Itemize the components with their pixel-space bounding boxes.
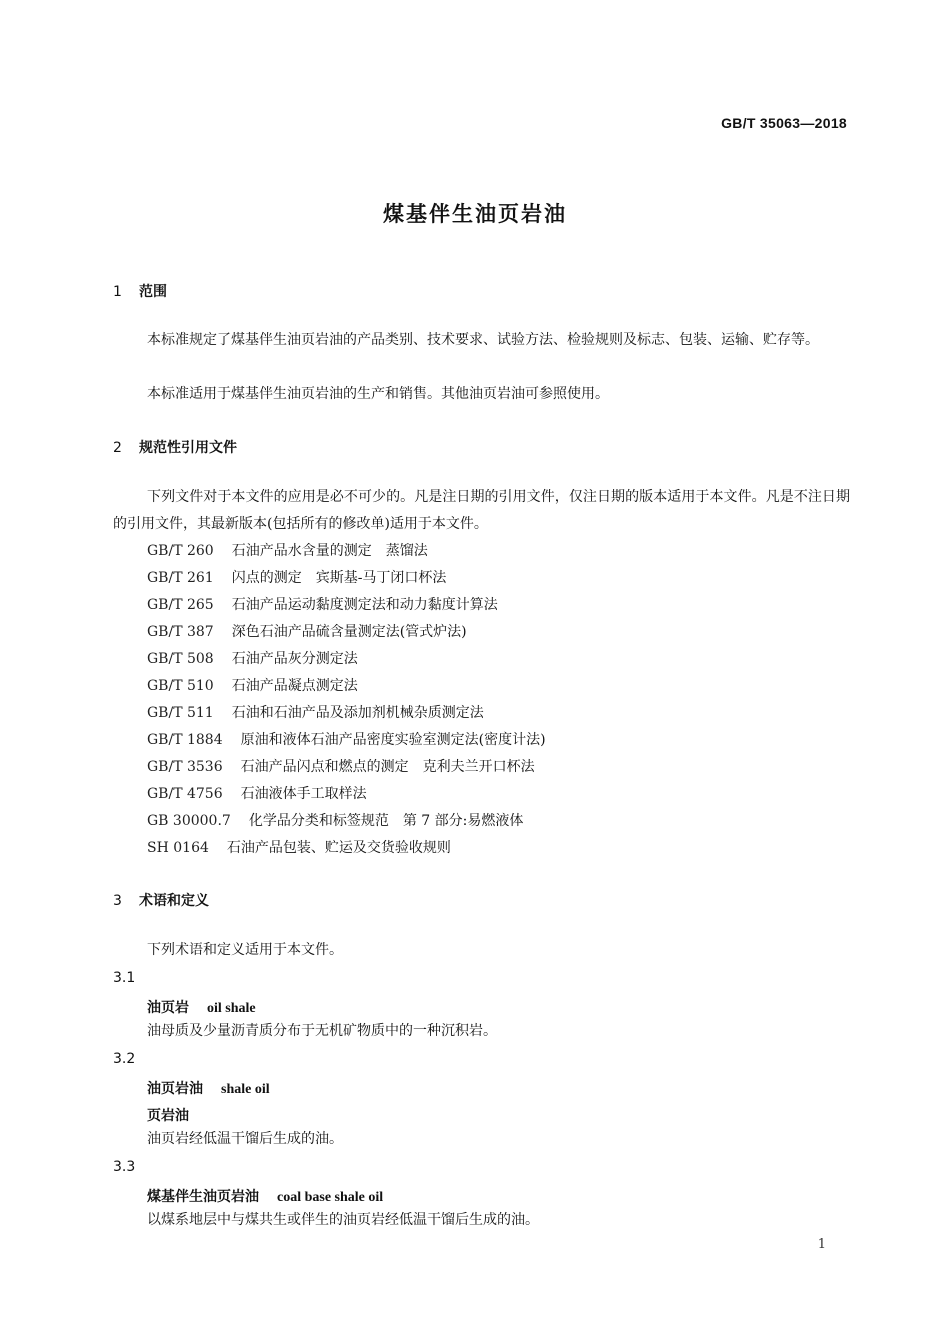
term-heading bbox=[147, 1078, 270, 1098]
reference-code: SH 0164 bbox=[147, 840, 209, 856]
paragraph-text: 下列文件对于本文件的应用是必不可少的。凡是注日期的引用文件，仅注日期的版本适用于本文件。凡是不注日期的引用文件，其最新版本(包括所有的修改单)适用于本文件。 bbox=[113, 489, 850, 532]
term-english: coal base shale oil bbox=[277, 1190, 384, 1205]
term-definition: 以煤系地层中与煤共生或伴生的油页岩经低温干馏后生成的油。 bbox=[147, 1212, 539, 1228]
reference-code: GB/T 508 bbox=[147, 651, 214, 667]
term-english: oil shale bbox=[207, 1001, 256, 1016]
term-alternate: 页岩油 bbox=[147, 1108, 189, 1124]
scope-paragraph-1 bbox=[113, 327, 850, 354]
reference-item bbox=[147, 646, 358, 673]
term-heading bbox=[147, 997, 256, 1017]
term-chinese: 煤基伴生油页岩油 bbox=[147, 1189, 259, 1205]
reference-item bbox=[147, 754, 535, 781]
reference-item bbox=[147, 538, 428, 565]
reference-code: GB/T 4756 bbox=[147, 786, 223, 802]
section-title: 规范性引用文件 bbox=[139, 440, 237, 456]
scope-paragraph-2 bbox=[113, 381, 850, 408]
reference-code: GB/T 265 bbox=[147, 597, 214, 613]
reference-title: 石油产品水含量的测定 蒸馏法 bbox=[231, 543, 428, 559]
section-title: 术语和定义 bbox=[139, 893, 209, 909]
reference-item bbox=[147, 700, 484, 727]
section-number: 1 bbox=[113, 284, 122, 300]
reference-title: 化学品分类和标签规范 第 7 部分:易燃液体 bbox=[248, 813, 524, 829]
reference-item bbox=[147, 565, 446, 592]
reference-item bbox=[147, 835, 451, 862]
reference-code: GB/T 510 bbox=[147, 678, 214, 694]
reference-title: 石油产品闪点和燃点的测定 克利夫兰开口杯法 bbox=[240, 759, 535, 775]
term-number: 3.1 bbox=[113, 970, 136, 986]
reference-code: GB/T 3536 bbox=[147, 759, 223, 775]
paragraph-text: 本标准适用于煤基伴生油页岩油的生产和销售。其他油页岩油可参照使用。 bbox=[147, 386, 609, 402]
normative-intro bbox=[113, 484, 850, 538]
reference-title: 石油产品包装、贮运及交货验收规则 bbox=[226, 840, 451, 856]
reference-item bbox=[147, 781, 367, 808]
reference-title: 石油液体手工取样法 bbox=[240, 786, 367, 802]
term-chinese: 油页岩 bbox=[147, 1000, 189, 1016]
term-chinese: 油页岩油 bbox=[147, 1081, 203, 1097]
reference-title: 石油产品凝点测定法 bbox=[231, 678, 358, 694]
terms-intro: 下列术语和定义适用于本文件。 bbox=[147, 942, 343, 958]
reference-item bbox=[147, 673, 358, 700]
reference-title: 石油产品灰分测定法 bbox=[231, 651, 358, 667]
page-number: 1 bbox=[817, 1237, 826, 1252]
reference-title: 闪点的测定 宾斯基-马丁闭口杯法 bbox=[231, 570, 447, 586]
reference-title: 石油和石油产品及添加剂机械杂质测定法 bbox=[231, 705, 484, 721]
reference-item bbox=[147, 808, 523, 835]
reference-code: GB 30000.7 bbox=[147, 813, 231, 829]
section-number: 3 bbox=[113, 893, 122, 909]
document-title: 煤基伴生油页岩油 bbox=[383, 202, 567, 226]
term-number: 3.3 bbox=[113, 1159, 136, 1175]
term-definition: 油母质及少量沥青质分布于无机矿物质中的一种沉积岩。 bbox=[147, 1023, 497, 1039]
reference-item bbox=[147, 592, 498, 619]
section-number: 2 bbox=[113, 440, 122, 456]
reference-title: 原油和液体石油产品密度实验室测定法(密度计法) bbox=[240, 732, 546, 748]
section-3-heading bbox=[113, 890, 209, 910]
reference-code: GB/T 260 bbox=[147, 543, 214, 559]
term-number: 3.2 bbox=[113, 1051, 136, 1067]
section-2-heading bbox=[113, 437, 237, 457]
reference-code: GB/T 511 bbox=[147, 705, 214, 721]
term-heading bbox=[147, 1186, 383, 1206]
reference-code: GB/T 1884 bbox=[147, 732, 223, 748]
section-title: 范围 bbox=[139, 284, 167, 300]
reference-code: GB/T 387 bbox=[147, 624, 214, 640]
reference-code: GB/T 261 bbox=[147, 570, 214, 586]
section-1-heading bbox=[113, 281, 167, 301]
reference-title: 深色石油产品硫含量测定法(管式炉法) bbox=[231, 624, 467, 640]
reference-item bbox=[147, 619, 467, 646]
term-english: shale oil bbox=[221, 1082, 270, 1097]
paragraph-text: 本标准规定了煤基伴生油页岩油的产品类别、技术要求、试验方法、检验规则及标志、包装、运输、贮存等。 bbox=[147, 332, 819, 348]
reference-title: 石油产品运动黏度测定法和动力黏度计算法 bbox=[231, 597, 498, 613]
standard-code: GB/T 35063—2018 bbox=[721, 115, 847, 131]
term-definition: 油页岩经低温干馏后生成的油。 bbox=[147, 1131, 343, 1147]
reference-item bbox=[147, 727, 546, 754]
